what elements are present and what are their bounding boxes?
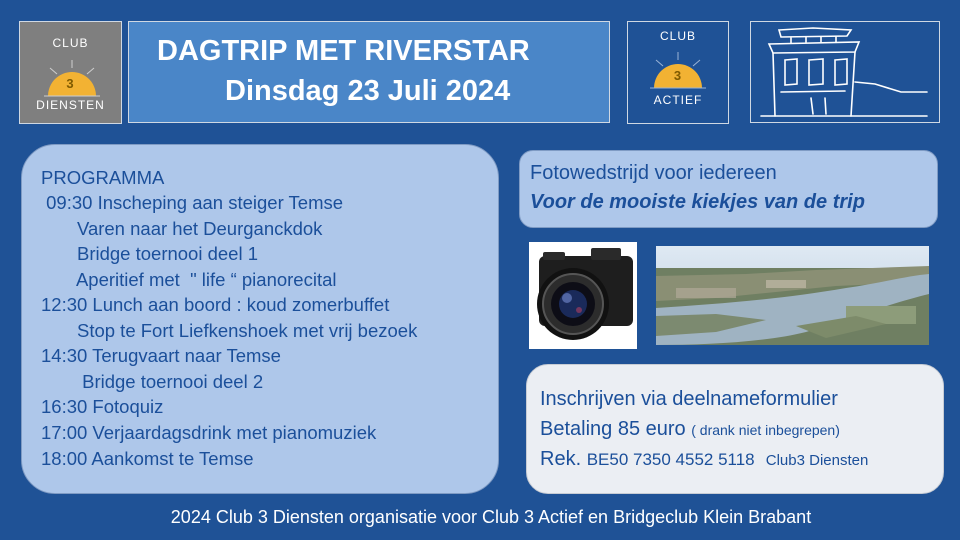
- program-item: Aperitief met " life “ pianorecital: [41, 269, 337, 290]
- logo-club-label: CLUB: [52, 36, 89, 50]
- program-item: 09:30 Inscheping aan steiger Temse: [41, 192, 344, 213]
- logo-number: 3: [673, 68, 683, 83]
- aerial-river-photo: [656, 246, 929, 345]
- program-heading: PROGRAMMA: [41, 167, 165, 188]
- program-item: 16:30 Fotoquiz: [41, 396, 164, 417]
- program-item: Bridge toernooi deel 1: [41, 243, 258, 264]
- logo-actief-label: ACTIEF: [653, 93, 703, 107]
- program-item: Stop te Fort Liefkenshoek met vrij bezoek: [41, 320, 418, 341]
- registration-panel: [526, 364, 944, 494]
- club3-actief-logo: [627, 21, 729, 124]
- logo-number: 3: [66, 76, 75, 91]
- logo-club-label: CLUB: [659, 29, 696, 43]
- program-panel: [21, 144, 499, 494]
- payment-main: Betaling 85 euro: [540, 418, 686, 440]
- camera-photo: [529, 242, 637, 349]
- page-title: DAGTRIP MET RIVERSTAR: [157, 35, 530, 67]
- contest-title: Fotowedstrijd voor iedereen: [530, 162, 777, 184]
- program-item: 12:30 Lunch aan boord : koud zomerbuffet: [41, 294, 390, 315]
- program-item: 14:30 Terugvaart naar Temse: [41, 345, 281, 366]
- program-item: Bridge toernooi deel 2: [41, 371, 264, 392]
- account-holder: Club3 Diensten: [765, 452, 869, 469]
- payment-line: [540, 418, 840, 441]
- contest-subtitle: Voor de mooiste kiekjes van de trip: [530, 191, 865, 213]
- payment-note: ( drank niet inbegrepen): [691, 422, 840, 438]
- photo-contest-panel: [519, 150, 938, 228]
- page-date: Dinsdag 23 Juli 2024: [225, 75, 511, 107]
- logo-diensten-label: DIENSTEN: [36, 98, 105, 112]
- title-box: [128, 21, 610, 123]
- registration-line: Inschrijven via deelnameformulier: [540, 388, 838, 410]
- club3-diensten-logo: [19, 21, 122, 124]
- account-label: Rek.: [540, 448, 582, 470]
- fort-sketch-icon: [750, 21, 940, 123]
- account-line: [540, 448, 868, 471]
- footer-text: 2024 Club 3 Diensten organisatie voor Club 3 Actief en Bridgeclub Klein Brabant: [170, 507, 812, 527]
- program-item: 18:00 Aankomst te Temse: [41, 448, 254, 469]
- program-item: 17:00 Verjaardagsdrink met pianomuziek: [41, 422, 377, 443]
- program-item: Varen naar het Deurganckdok: [41, 218, 323, 239]
- account-number: BE50 7350 4552 5118: [586, 450, 755, 469]
